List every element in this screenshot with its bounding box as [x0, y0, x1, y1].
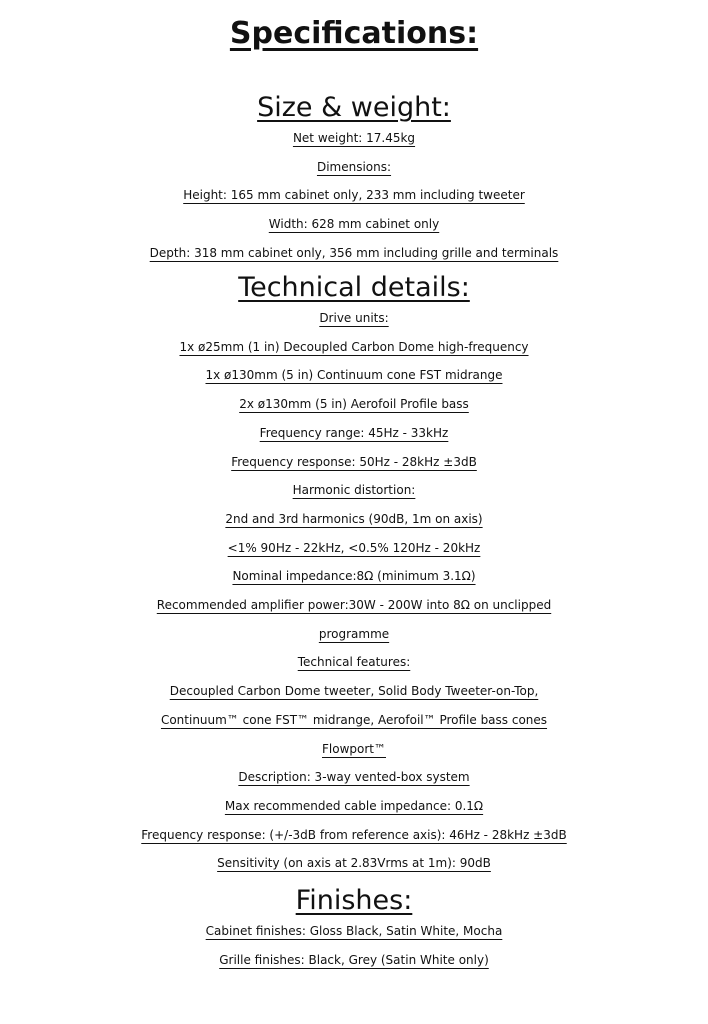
technical-section — [0, 271, 708, 878]
page-title — [0, 14, 708, 54]
technical-features-label: Technical features: — [297, 655, 411, 670]
net-weight-line: Net weight: 17.45kg — [292, 131, 416, 145]
distortion-values-line: <1% 90Hz - 22kHz, <0.5% 120Hz - 20kHz — [227, 540, 481, 555]
page-title-text: Specifications: — [229, 16, 479, 51]
frequency-range-line: Frequency range: 45Hz - 33kHz — [259, 425, 449, 440]
dimensions-label: Dimensions: — [316, 159, 392, 174]
grille-finishes-line: Grille finishes: Black, Grey (Satin White only) — [219, 952, 489, 967]
cable-impedance-line: Max recommended cable impedance: 0.1Ω — [224, 798, 484, 813]
harmonics-line: 2nd and 3rd harmonics (90dB, 1m on axis) — [225, 511, 483, 526]
finishes-heading: Finishes: — [295, 885, 413, 916]
drive-units-label: Drive units: — [319, 311, 389, 325]
harmonic-distortion-label: Harmonic distortion: — [292, 483, 416, 498]
size-weight-heading: Size & weight: — [257, 92, 451, 123]
depth-line: Depth: 318 mm cabinet only, 356 mm including grille and terminals — [149, 245, 559, 260]
width-line: Width: 628 mm cabinet only — [268, 217, 440, 232]
sensitivity-line: Sensitivity (on axis at 2.83Vrms at 1m): 90dB — [217, 856, 491, 871]
amplifier-power-line: Recommended amplifier power:30W - 200W into 8Ω on unclipped — [156, 598, 552, 613]
height-line: Height: 165 mm cabinet only, 233 mm including tweeter — [183, 188, 525, 203]
midrange-unit-line: 1x ø130mm (5 in) Continuum cone FST midrange — [205, 368, 503, 383]
frequency-response-axis-line: Frequency response: (+/-3dB from reference axis): 46Hz - 28kHz ±3dB — [141, 827, 567, 842]
cabinet-finishes-line: Cabinet finishes: Gloss Black, Satin White, Mocha — [205, 924, 503, 938]
nominal-impedance-line: Nominal impedance:8Ω (minimum 3.1Ω) — [232, 569, 476, 584]
features-line-3: Flowport™ — [322, 741, 386, 756]
tweeter-unit-line: 1x ø25mm (1 in) Decoupled Carbon Dome high-frequency — [179, 339, 529, 354]
bass-unit-line: 2x ø130mm (5 in) Aerofoil Profile bass — [239, 397, 469, 412]
features-line-1: Decoupled Carbon Dome tweeter, Solid Body Tweeter-on-Top, — [169, 684, 539, 699]
size-weight-section — [0, 91, 708, 268]
amplifier-power-line-cont: programme — [318, 626, 390, 641]
frequency-response-line: Frequency response: 50Hz - 28kHz ±3dB — [231, 454, 477, 469]
description-line: Description: 3-way vented-box system — [238, 770, 470, 785]
finishes-section — [0, 884, 708, 974]
features-line-2: Continuum™ cone FST™ midrange, Aerofoil™ Profile bass cones — [160, 712, 548, 727]
technical-heading: Technical details: — [238, 272, 470, 303]
